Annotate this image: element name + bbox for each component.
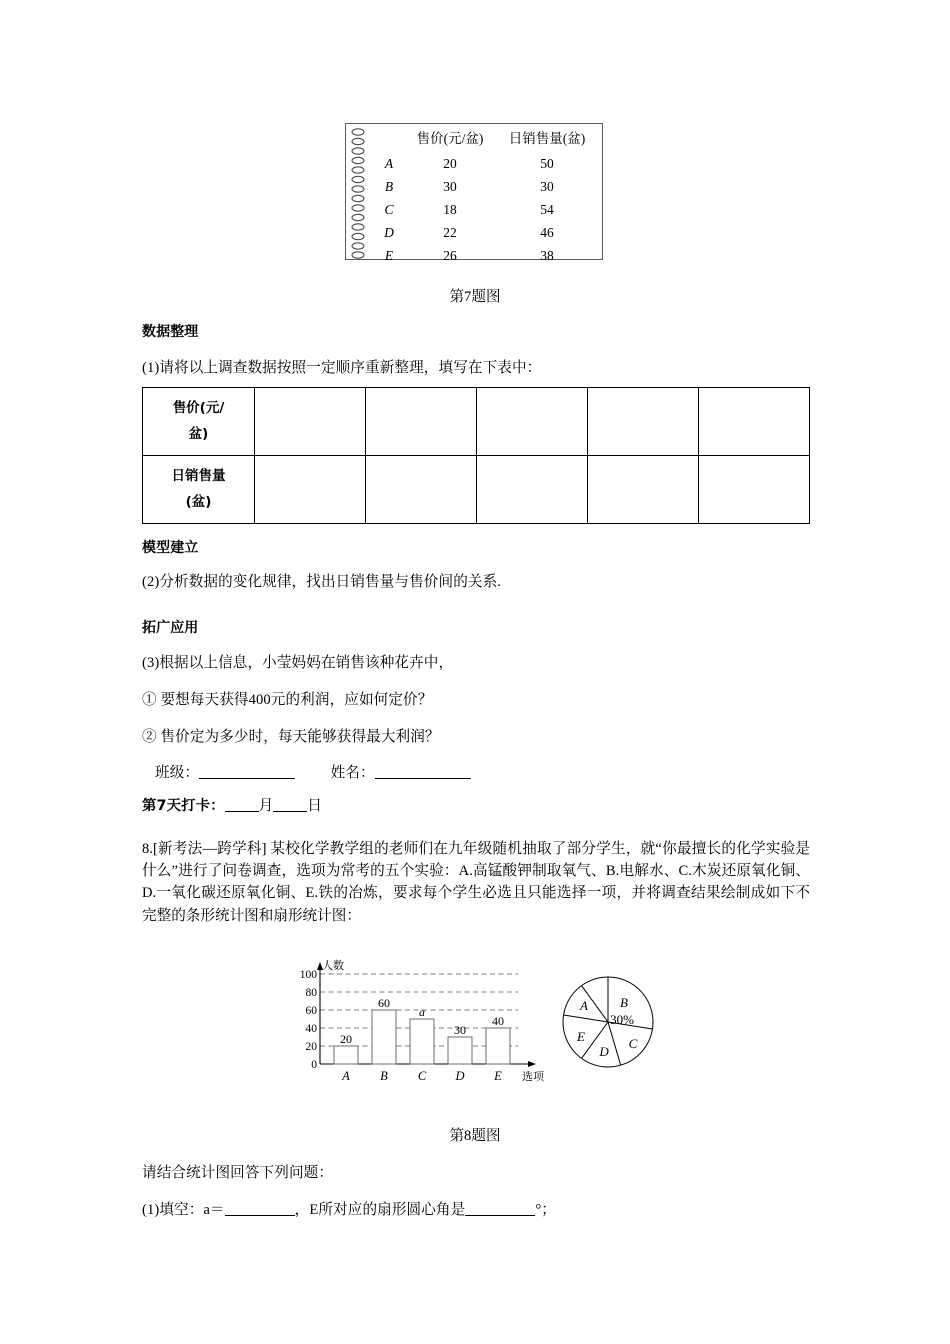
xtick-B: B (380, 1069, 388, 1083)
heading-model-build: 模型建立 (142, 540, 199, 556)
q8-sub1-prefix: (1)填空：a＝ (142, 1202, 225, 1218)
signature-row (155, 763, 471, 785)
pie-label-A: A (580, 998, 588, 1013)
q7-notebook-figure (345, 123, 603, 263)
fill-cell-sales-4[interactable] (588, 456, 699, 524)
bar-E (486, 1028, 510, 1064)
checkin-day-unit: 日 (307, 798, 322, 814)
xtick-D: D (455, 1069, 465, 1083)
bar-chart-x-axis-label: 选项 (522, 1070, 544, 1083)
fill-label-sales-line2: (盆) (185, 493, 212, 510)
checkin-row (142, 796, 322, 818)
pie-label-D: D (599, 1044, 609, 1059)
xtick-C: C (417, 1069, 427, 1083)
name-input-blank[interactable] (375, 778, 471, 779)
question-8-body (142, 838, 810, 927)
q8-figure (290, 958, 690, 1098)
row-price: 26 (443, 247, 457, 263)
row-label: D (384, 224, 394, 240)
row-price: 22 (443, 224, 457, 240)
class-label: 班级： (155, 765, 200, 781)
pie-label-B: B (620, 995, 628, 1010)
checkin-month-unit: 月 (258, 798, 274, 814)
name-label: 姓名： (330, 765, 375, 781)
q7-data-table (372, 128, 600, 268)
fill-in-table[interactable] (142, 387, 810, 524)
fill-table-row-sales (143, 456, 810, 524)
checkin-day-blank[interactable] (273, 811, 307, 812)
fill-label-sales (143, 456, 255, 524)
heading-data-organize: 数据整理 (142, 324, 199, 340)
fill-table-row-price (143, 388, 810, 456)
bar-A (334, 1046, 358, 1064)
q7-figure-caption: 第7题图 (449, 289, 501, 305)
class-input-blank[interactable] (199, 778, 295, 779)
pie-chart (563, 977, 653, 1067)
bar-B (372, 1010, 396, 1064)
q8-follow-intro: 请结合统计图回答下列问题： (142, 1165, 334, 1181)
q8-sub1-mid: ，E所对应的扇形圆心角是 (294, 1202, 466, 1218)
bar-label-D: 30 (454, 1023, 466, 1037)
bar-label-C: a (419, 1005, 425, 1019)
row-label: A (384, 155, 394, 171)
bar-C (410, 1019, 434, 1064)
q8-sub1-suffix: °； (535, 1202, 556, 1218)
fill-label-price-line1: 售价(元/ (172, 399, 225, 416)
row-price: 30 (443, 178, 457, 194)
row-sales: 46 (540, 224, 554, 240)
x-axis-arrow-icon (528, 1061, 536, 1067)
question-8-tag: [新考法—跨学科] (152, 841, 267, 857)
table-row (372, 222, 600, 245)
question-3-item-2: ② 售价定为多少时，每天能够获得最大利润？ (142, 729, 440, 745)
pie-label-C: C (628, 1036, 638, 1051)
fill-cell-sales-3[interactable] (477, 456, 588, 524)
question-8-number: 8. (142, 841, 153, 857)
fill-cell-sales-2[interactable] (366, 456, 477, 524)
ytick-60: 60 (305, 1005, 317, 1017)
bar-chart (300, 958, 545, 1083)
table-row (372, 199, 600, 222)
ytick-0: 0 (311, 1059, 317, 1071)
q8-sub1-blank-a[interactable] (225, 1215, 295, 1216)
header-blank (372, 128, 406, 153)
row-sales: 54 (540, 201, 554, 217)
table-row (372, 176, 600, 199)
bar-label-E: 40 (492, 1014, 504, 1028)
fill-cell-price-5[interactable] (699, 388, 810, 456)
question-8-text: 某校化学教学组的老师们在九年级随机抽取了部分学生，就“你最擅长的化学实验是什么”进行了问卷调查，选项为常考的五个实验：A.高锰酸钾制取氧气、B.电解水、C.木炭还原氧化铜、D.一氧化碳还原氧化铜、E.铁的冶炼，要求每个学生必选且只能选择一项，并将调查结果绘制成如下不完整的条形统计图和扇形统计图： (142, 841, 810, 924)
fill-cell-price-3[interactable] (477, 388, 588, 456)
bar-chart-y-axis-label: 人数 (322, 959, 344, 972)
row-label: B (384, 178, 394, 194)
xtick-A: A (342, 1069, 350, 1083)
row-sales: 50 (540, 155, 554, 171)
question-1-text: (1)请将以上调查数据按照一定顺序重新整理，填写在下表中： (142, 360, 542, 376)
fill-cell-price-4[interactable] (588, 388, 699, 456)
pie-label-B-percent: 30% (610, 1012, 634, 1027)
ytick-40: 40 (305, 1023, 317, 1035)
q8-figure-caption: 第8题图 (449, 1128, 501, 1144)
question-2-text: (2)分析数据的变化规律，找出日销售量与售价间的关系. (142, 574, 502, 590)
ytick-100: 100 (299, 969, 317, 981)
table-header-row (372, 128, 600, 153)
xtick-E: E (494, 1069, 502, 1083)
ytick-80: 80 (305, 987, 317, 999)
fill-label-price (143, 388, 255, 456)
row-label: C (384, 201, 394, 217)
bar-label-B: 60 (378, 996, 390, 1010)
row-price: 18 (443, 201, 457, 217)
fill-label-sales-line1: 日销售量 (171, 467, 226, 484)
pie-label-E: E (577, 1029, 585, 1044)
q8-sub1-blank-angle[interactable] (465, 1215, 535, 1216)
bar-D (448, 1037, 472, 1064)
table-row (372, 245, 600, 268)
header-price: 售价(元/盆) (416, 131, 484, 146)
checkin-prefix: 第7天打卡： (142, 798, 225, 814)
fill-cell-price-1[interactable] (255, 388, 366, 456)
fill-cell-sales-5[interactable] (699, 456, 810, 524)
row-label: E (384, 247, 394, 263)
spiral-binding-icon (350, 126, 368, 259)
row-sales: 30 (540, 178, 554, 194)
fill-label-price-line2: 盆) (188, 425, 209, 442)
question-3-item-1: ① 要想每天获得400元的利润，应如何定价？ (142, 692, 433, 708)
ytick-20: 20 (305, 1041, 317, 1053)
fill-cell-price-2[interactable] (366, 388, 477, 456)
fill-cell-sales-1[interactable] (255, 456, 366, 524)
row-price: 20 (443, 155, 457, 171)
header-sales: 日销售量(盆) (508, 131, 586, 146)
q8-sub-question-1 (142, 1200, 556, 1222)
question-3-text: (3)根据以上信息，小莹妈妈在销售该种花卉中， (142, 655, 454, 671)
checkin-month-blank[interactable] (225, 811, 259, 812)
table-row (372, 153, 600, 176)
bar-label-A: 20 (340, 1032, 352, 1046)
heading-extended-application: 拓广应用 (142, 620, 199, 636)
q8-statistics-charts (290, 958, 690, 1098)
row-sales: 38 (540, 247, 554, 263)
